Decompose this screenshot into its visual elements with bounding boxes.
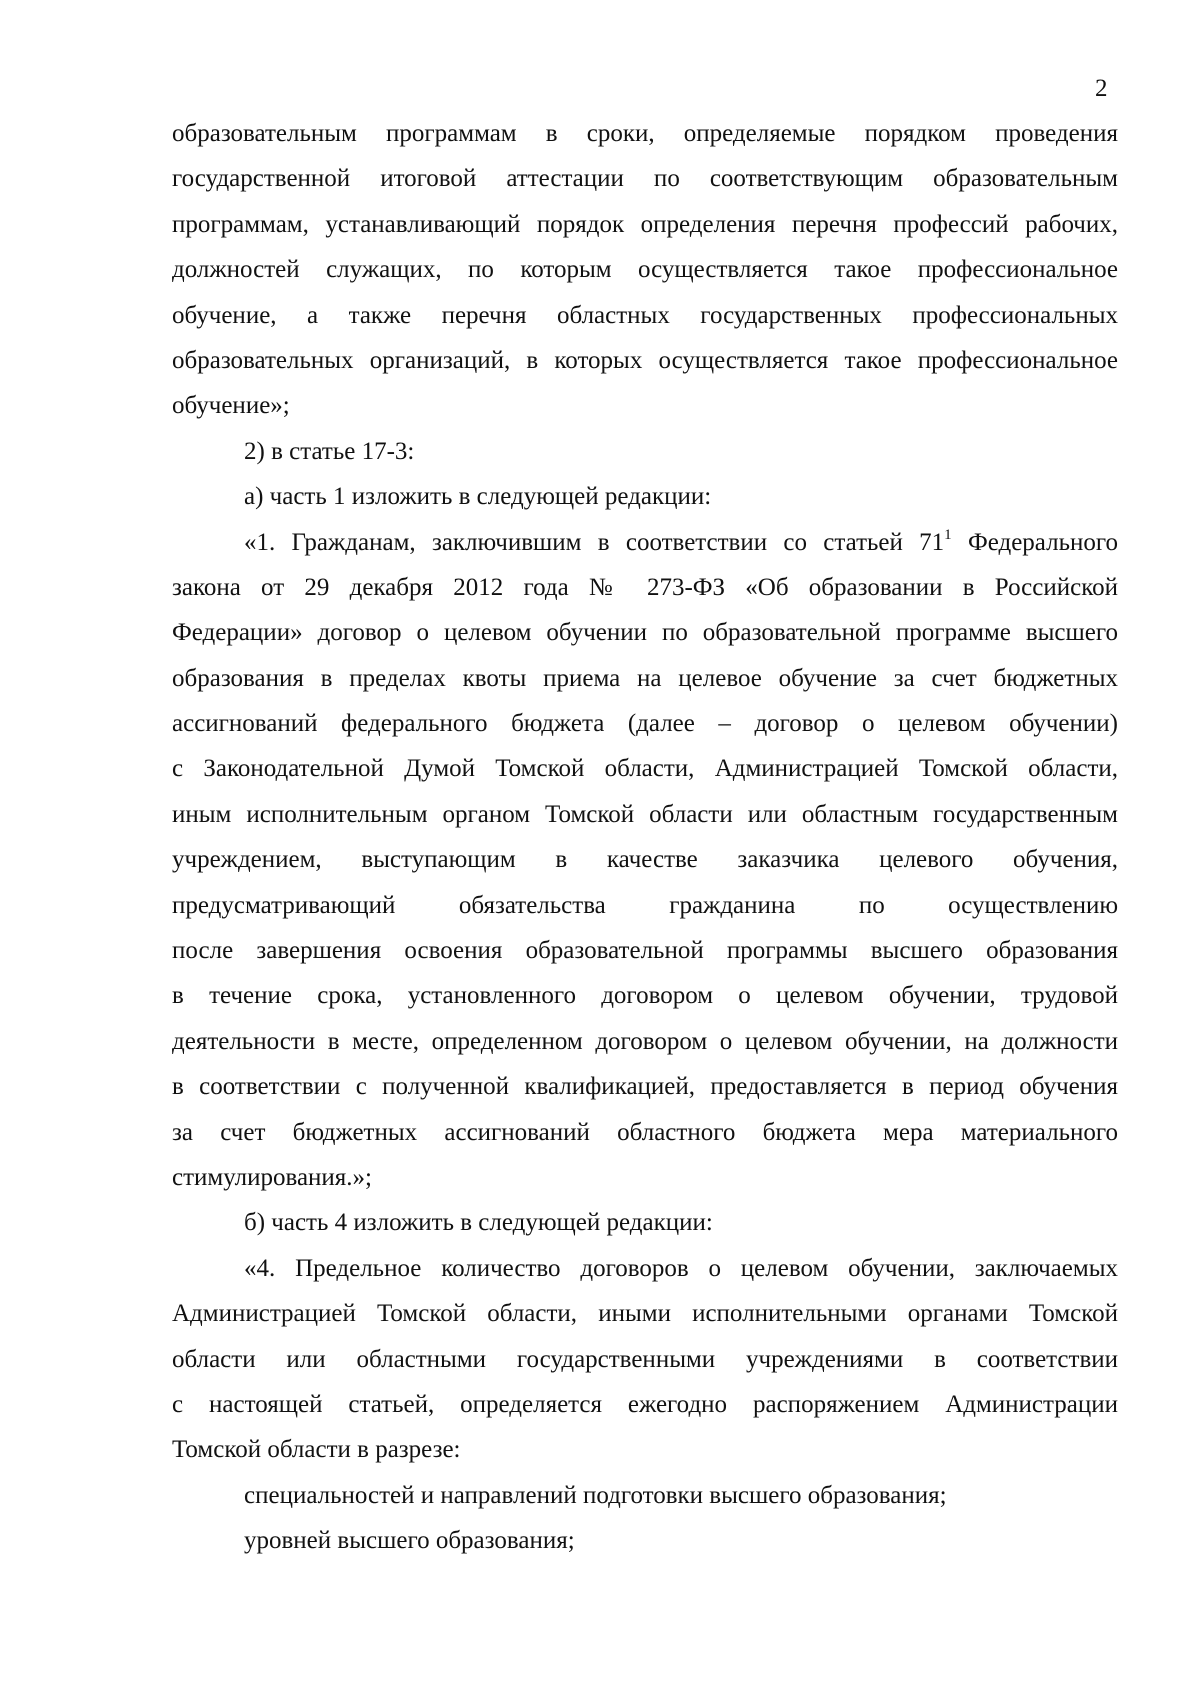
text-line: после завершения освоения образовательной программы высшего образования bbox=[172, 937, 1118, 965]
text-line: в соответствии с полученной квалификацией, предоставляется в период обучения bbox=[172, 1073, 1118, 1101]
text-line: уровней высшего образования; bbox=[244, 1527, 575, 1555]
text-line bbox=[172, 520, 1118, 565]
text-line: «4. Предельное количество договоров о целевом обучении, заключаемых bbox=[244, 1254, 1118, 1282]
text-fragment: Федерального bbox=[951, 528, 1118, 556]
text-line: области или областными государственными учреждениями в соответствии bbox=[172, 1345, 1118, 1373]
text-line: обучение, а также перечня областных государственных профессиональных bbox=[172, 301, 1118, 329]
text-line: образования в пределах квоты приема на целевое обучение за счет бюджетных bbox=[172, 664, 1118, 692]
text-line: обучение»; bbox=[172, 392, 290, 420]
text-line: специальностей и направлений подготовки высшего образования; bbox=[244, 1481, 947, 1509]
document-body bbox=[172, 111, 1118, 1564]
text-line: иным исполнительным органом Томской области или областным государственным bbox=[172, 800, 1118, 828]
text-line: стимулирования.»; bbox=[172, 1163, 372, 1191]
text-line: в течение срока, установленного договором о целевом обучении, трудовой bbox=[172, 982, 1118, 1010]
list-item: а) часть 1 изложить в следующей редакции: bbox=[244, 483, 712, 511]
list-item: 2) в статье 17-3: bbox=[244, 437, 415, 465]
text-line: ассигнований федерального бюджета (далее – договор о целевом обучении) bbox=[172, 710, 1118, 738]
text-line: с настоящей статьей, определяется ежегодно распоряжением Администрации bbox=[172, 1390, 1118, 1418]
text-line: за счет бюджетных ассигнований областного бюджета мера материального bbox=[172, 1118, 1118, 1146]
page-number: 2 bbox=[1095, 75, 1108, 102]
text-line: Федерации» договор о целевом обучении по образовательной программе высшего bbox=[172, 619, 1118, 647]
text-line: Администрацией Томской области, иными исполнительными органами Томской bbox=[172, 1300, 1118, 1328]
text-line: с Законодательной Думой Томской области, Администрацией Томской области, bbox=[172, 755, 1118, 783]
text-line: государственной итоговой аттестации по соответствующим образовательным bbox=[172, 165, 1118, 193]
text-line: закона от 29 декабря 2012 года № 273-ФЗ «Об образовании в Российской bbox=[172, 573, 1118, 601]
text-line: программам, устанавливающий порядок определения перечня профессий рабочих, bbox=[172, 210, 1118, 238]
text-line: деятельности в месте, определенном договором о целевом обучении, на должности bbox=[172, 1027, 1118, 1055]
text-line: предусматривающий обязательства гражданина по осуществлению bbox=[172, 891, 1118, 919]
text-line: образовательных организаций, в которых осуществляется такое профессиональное bbox=[172, 346, 1118, 374]
text-line: образовательным программам в сроки, определяемые порядком проведения bbox=[172, 120, 1118, 147]
list-item: б) часть 4 изложить в следующей редакции: bbox=[244, 1209, 713, 1237]
text-fragment: «1. Гражданам, заключившим в соответствии со статьей 71 bbox=[244, 528, 945, 556]
text-line: Томской области в разрезе: bbox=[172, 1436, 461, 1464]
text-line: учреждением, выступающим в качестве заказчика целевого обучения, bbox=[172, 846, 1118, 874]
text-line: должностей служащих, по которым осуществляется такое профессиональное bbox=[172, 256, 1118, 284]
superscript: 1 bbox=[944, 526, 952, 543]
